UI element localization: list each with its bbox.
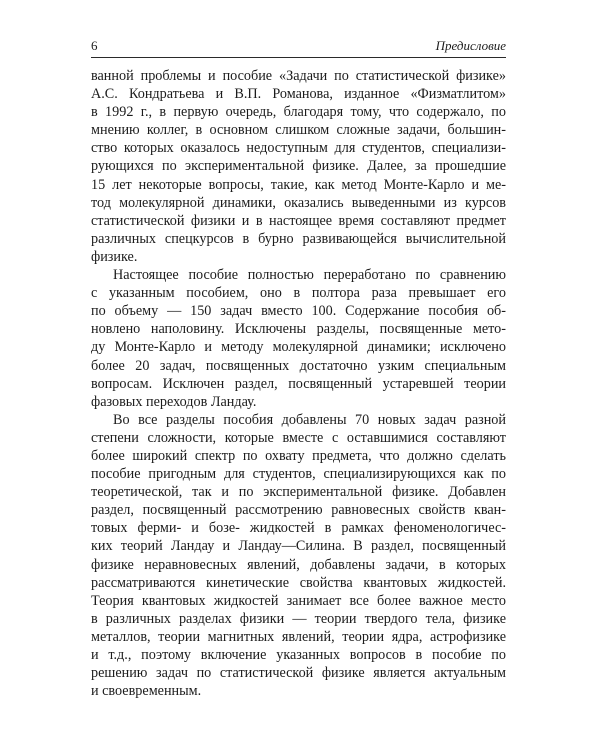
paragraph xyxy=(91,67,506,266)
paragraph xyxy=(91,266,506,411)
text-line: А.С. Кондратьева и В.П. Романова, изданное «Физматлитом» xyxy=(91,86,506,103)
text-line: металлов, теории магнитных явлений, теории ядра, астрофизике xyxy=(91,628,506,645)
text-line: решению задач по статистической физике является актуальным xyxy=(91,665,506,682)
page-number: 6 xyxy=(91,38,98,53)
text-line: более широкий спектр по охвату предмета, что должно сделать xyxy=(91,447,506,464)
text-line: Теория квантовых жидкостей занимает все более важное место xyxy=(91,592,506,609)
text-line: ванной проблемы и пособие «Задачи по статистической физике» xyxy=(91,68,506,84)
text-line: рующихся по экспериментальной физике. Далее, за прошедшие xyxy=(91,158,506,175)
running-title: Предисловие xyxy=(435,38,506,53)
text-line: более 20 задач, посвященных достаточно узким специальным xyxy=(91,357,506,374)
text-line: и своевременным. xyxy=(91,683,202,700)
text-line: ких теорий Ландау и Ландау—Силина. В раздел, посвященный xyxy=(91,538,506,555)
text-line: вопросам. Исключен раздел, посвященный устаревшей теории xyxy=(91,375,506,392)
text-line: с указанным пособием, оно в полтора раза превышает его xyxy=(91,285,506,302)
text-line: тод молекулярной динамики, оказались выведенными из курсов xyxy=(91,194,506,211)
text-line: раздел, посвященный рассмотрению равновесных свойств кван- xyxy=(91,502,506,519)
text-line: рассматриваются кинетические свойства квантовых жидкостей. xyxy=(91,574,506,591)
text-line: по объему — 150 задач вместо 100. Содержание пособия об- xyxy=(91,303,506,320)
text-line: 15 лет некоторые вопросы, такие, как метод Монте-Карло и ме- xyxy=(91,176,506,193)
text-line: и т.д., поэтому включение указанных вопросов в пособие по xyxy=(91,647,506,663)
text-line: новлено наполовину. Исключены разделы, посвященные мето- xyxy=(91,321,506,338)
text-line: ду Монте-Карло и методу молекулярной динамики; исключено xyxy=(91,339,506,356)
text-line: Настоящее пособие полностью переработано по сравнению xyxy=(113,267,506,284)
text-line: пособие пригодным для студентов, специализирующихся как по xyxy=(91,466,506,483)
text-line: теоретической, так и по экспериментальной физике. Добавлен xyxy=(91,484,506,501)
text-line: товых ферми- и бозе- жидкостей в рамках феноменологичес- xyxy=(91,520,506,537)
text-line: в различных разделах физики — теории твердого тела, физике xyxy=(91,610,506,627)
text-line: мнению коллег, в основном слишком сложные задачи, большин- xyxy=(91,122,506,139)
text-line: физике. xyxy=(91,248,138,265)
text-line: статистической физики и в настоящее время составляют предмет xyxy=(91,212,506,229)
body-text xyxy=(91,67,506,700)
text-line: в 1992 г., в первую очередь, благодаря тому, что содержало, по xyxy=(91,104,506,121)
book-page xyxy=(91,38,506,700)
text-line: ство которых оказалось недоступным для студентов, специализи- xyxy=(91,140,506,157)
text-line: физике неравновесных явлений, добавлены задачи, в которых xyxy=(91,556,506,573)
header-rule xyxy=(91,57,506,58)
text-line: Во все разделы пособия добавлены 70 новых задач разной xyxy=(113,411,506,428)
text-line: различных спецкурсов в бурно развивающейся вычислительной xyxy=(91,230,506,247)
text-line: фазовых переходов Ландау. xyxy=(91,393,257,410)
running-head xyxy=(91,38,506,54)
text-line: степени сложности, которые вместе с оставшимися составляют xyxy=(91,429,506,446)
paragraph xyxy=(91,411,506,701)
